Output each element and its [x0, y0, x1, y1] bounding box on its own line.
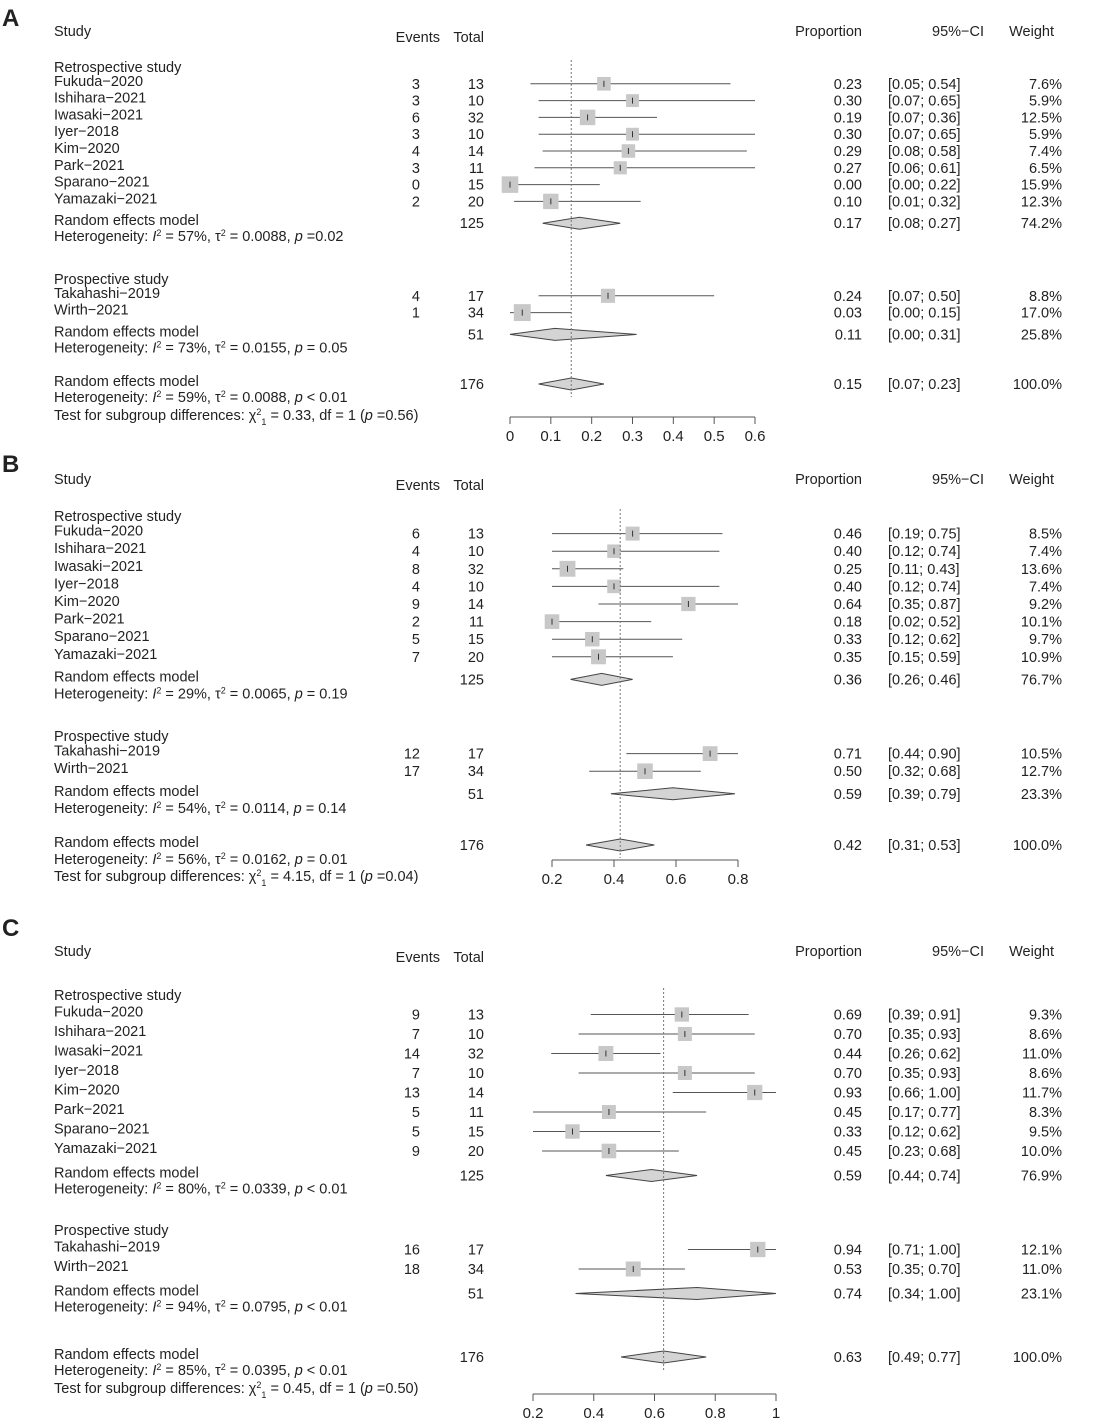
- subgroup-model-weight: 76.9%: [1020, 1168, 1062, 1185]
- study-weight: 8.3%: [1028, 1105, 1062, 1121]
- study-name: Park−2021: [54, 611, 125, 628]
- study-total: 20: [467, 194, 484, 211]
- study-weight: 15.9%: [1020, 177, 1062, 194]
- study-ci: [0.06; 0.61]: [888, 160, 961, 177]
- study-name: Wirth−2021: [54, 761, 129, 778]
- subgroup-model-ci: [0.26; 0.46]: [888, 672, 961, 689]
- study-weight: 7.4%: [1028, 544, 1062, 561]
- study-name: Fukuda−2020: [54, 523, 144, 540]
- header-study: Study: [54, 24, 92, 40]
- study-total: 11: [468, 614, 484, 631]
- study-proportion: 0.23: [833, 76, 862, 93]
- study-ci: [0.35; 0.93]: [888, 1066, 961, 1082]
- panel-letter: A: [2, 5, 20, 32]
- study-proportion: 0.33: [833, 1124, 862, 1141]
- study-name: Fukuda−2020: [54, 73, 144, 90]
- study-weight: 5.9%: [1028, 127, 1062, 144]
- study-proportion: 0.03: [833, 305, 862, 322]
- header-total: Total: [453, 478, 484, 494]
- study-events: 9: [411, 1007, 420, 1024]
- forest-plot-panel-c: [0, 910, 1115, 1422]
- subgroup-model-weight: 74.2%: [1020, 216, 1062, 233]
- subgroup-heterogeneity: Heterogeneity: $I^2 = 94\%$, $\tau^2 = 0.0795$, p < 0.01: [54, 1298, 348, 1316]
- study-proportion: 0.27: [833, 160, 862, 177]
- x-axis-tick-label: 0.4: [662, 428, 684, 445]
- subgroup-model-total: 125: [459, 672, 484, 689]
- study-ci: [0.02; 0.52]: [888, 614, 961, 631]
- header-total: Total: [453, 950, 484, 966]
- x-axis-tick-label: 0: [505, 428, 515, 445]
- study-total: 10: [467, 544, 484, 561]
- panel-letter: B: [2, 451, 20, 478]
- study-total: 10: [467, 93, 484, 110]
- study-name: Park−2021: [54, 1102, 125, 1118]
- study-ci: [0.12; 0.74]: [888, 579, 961, 596]
- study-weight: 11.0%: [1021, 1046, 1062, 1063]
- study-weight: 8.6%: [1028, 1027, 1062, 1043]
- subgroup-test: Test for subgroup differences: $\chi^2_1 = 0.45$, df = 1 (p =0.50): [54, 1380, 419, 1400]
- study-name: Sparano−2021: [54, 629, 150, 646]
- study-weight: 7.4%: [1028, 144, 1062, 160]
- study-ci: [0.12; 0.62]: [888, 632, 961, 649]
- study-total: 20: [467, 1144, 484, 1160]
- study-total: 10: [467, 1027, 484, 1043]
- study-proportion: 0.33: [833, 632, 862, 649]
- subgroup-model-proportion: 0.59: [833, 1168, 862, 1185]
- study-ci: [0.05; 0.54]: [888, 76, 961, 93]
- overall-heterogeneity: Heterogeneity: $I^2 = 56\%$, $\tau^2 = 0.0162$, p = 0.01: [54, 851, 348, 868]
- study-name: Fukuda−2020: [54, 1004, 144, 1021]
- subgroup-label: Prospective study: [54, 1223, 169, 1239]
- study-name: Wirth−2021: [54, 1259, 129, 1275]
- study-proportion: 0.64: [833, 597, 862, 613]
- panel-letter: C: [2, 915, 20, 942]
- study-weight: 7.6%: [1028, 76, 1062, 93]
- study-total: 15: [467, 177, 484, 194]
- overall-model-weight: 100.0%: [1012, 1350, 1062, 1366]
- study-proportion: 0.25: [833, 561, 862, 578]
- study-ci: [0.35; 0.70]: [888, 1262, 961, 1278]
- study-proportion: 0.40: [833, 544, 862, 561]
- study-weight: 12.1%: [1020, 1242, 1062, 1259]
- study-total: 17: [467, 288, 484, 305]
- study-proportion: 0.46: [833, 526, 862, 543]
- subgroup-model-proportion: 0.11: [834, 327, 862, 344]
- subgroup-model-label: Random effects model: [54, 1165, 199, 1182]
- overall-model-weight: 100.0%: [1012, 377, 1062, 393]
- study-events: 4: [411, 579, 420, 596]
- study-proportion: 0.70: [833, 1066, 862, 1082]
- study-events: 3: [411, 160, 420, 177]
- overall-heterogeneity: Heterogeneity: $I^2 = 85\%$, $\tau^2 = 0.0395$, p < 0.01: [54, 1362, 348, 1379]
- subgroup-label: Prospective study: [54, 729, 169, 745]
- study-proportion: 0.10: [833, 194, 862, 211]
- study-total: 32: [467, 561, 484, 578]
- study-proportion: 0.45: [833, 1144, 862, 1160]
- study-proportion: 0.93: [833, 1085, 862, 1102]
- study-name: Ishihara−2021: [54, 1024, 147, 1040]
- x-axis-tick-label: 0.3: [622, 428, 643, 445]
- study-ci: [0.07; 0.36]: [888, 110, 961, 127]
- study-weight: 6.5%: [1028, 160, 1062, 177]
- subgroup-model-total: 125: [459, 216, 484, 233]
- overall-model-label: Random effects model: [54, 835, 199, 851]
- subgroup-heterogeneity: Heterogeneity: $I^2 = 73\%$, $\tau^2 = 0.0155$, p = 0.05: [54, 339, 348, 357]
- subgroup-model-total: 125: [459, 1168, 484, 1185]
- study-proportion: 0.40: [833, 579, 862, 596]
- overall-model-total: 176: [459, 838, 484, 854]
- overall-model-label: Random effects model: [54, 374, 199, 390]
- overall-model-ci: [0.49; 0.77]: [888, 1350, 961, 1366]
- study-events: 6: [411, 526, 420, 543]
- study-proportion: 0.44: [833, 1046, 862, 1063]
- study-ci: [0.00; 0.15]: [888, 305, 961, 322]
- study-name: Iyer−2018: [54, 1063, 119, 1079]
- x-axis-tick-label: 0.2: [581, 428, 603, 445]
- study-name: Wirth−2021: [54, 302, 129, 319]
- study-total: 10: [467, 1066, 484, 1082]
- study-name: Kim−2020: [54, 141, 120, 157]
- forest-plot-panel-a: [0, 0, 1115, 446]
- study-events: 5: [411, 1124, 420, 1141]
- study-proportion: 0.70: [833, 1027, 862, 1043]
- x-axis-tick-label: 0.1: [540, 428, 562, 445]
- study-weight: 9.7%: [1028, 632, 1062, 649]
- study-events: 13: [403, 1085, 420, 1102]
- study-ci: [0.12; 0.74]: [888, 544, 961, 561]
- study-events: 17: [403, 764, 420, 781]
- study-events: 0: [411, 177, 420, 194]
- study-events: 3: [411, 127, 420, 144]
- header-ci: 95%−CI: [932, 944, 984, 960]
- study-total: 15: [467, 632, 484, 649]
- study-events: 14: [403, 1046, 420, 1063]
- study-events: 4: [411, 544, 420, 561]
- x-axis-tick-label: 0.2: [541, 871, 563, 888]
- subgroup-model-diamond: [576, 1288, 776, 1300]
- study-total: 17: [467, 1242, 484, 1259]
- study-name: Yamazaki−2021: [54, 191, 158, 208]
- header-study: Study: [54, 472, 92, 488]
- header-weight: Weight: [1009, 944, 1054, 960]
- study-total: 13: [467, 526, 484, 543]
- study-name: Iwasaki−2021: [54, 1043, 144, 1060]
- study-events: 18: [403, 1262, 420, 1278]
- study-proportion: 0.29: [833, 144, 862, 160]
- study-name: Kim−2020: [54, 594, 120, 610]
- study-ci: [0.71; 1.00]: [888, 1242, 961, 1259]
- study-total: 32: [467, 110, 484, 127]
- x-axis-tick-label: 0.6: [644, 1405, 665, 1422]
- subgroup-heterogeneity: Heterogeneity: $I^2 = 80\%$, $\tau^2 = 0.0339$, p < 0.01: [54, 1180, 348, 1198]
- study-proportion: 0.94: [833, 1242, 862, 1259]
- study-events: 7: [411, 1027, 420, 1043]
- subgroup-model-diamond: [510, 328, 637, 340]
- study-ci: [0.07; 0.65]: [888, 127, 961, 144]
- header-proportion: Proportion: [795, 24, 862, 40]
- study-proportion: 0.50: [833, 764, 862, 781]
- study-total: 34: [467, 305, 484, 322]
- study-name: Iyer−2018: [54, 124, 119, 141]
- subgroup-model-ci: [0.39; 0.79]: [888, 786, 961, 803]
- subgroup-model-proportion: 0.59: [833, 786, 862, 803]
- subgroup-model-proportion: 0.17: [833, 216, 862, 233]
- study-total: 32: [467, 1046, 484, 1063]
- study-total: 13: [467, 1007, 484, 1024]
- study-name: Kim−2020: [54, 1082, 120, 1099]
- x-axis-tick-label: 0.6: [665, 871, 687, 888]
- subgroup-model-ci: [0.44; 0.74]: [888, 1168, 961, 1185]
- subgroup-model-weight: 23.1%: [1020, 1286, 1062, 1303]
- study-ci: [0.26; 0.62]: [888, 1046, 961, 1063]
- header-proportion: Proportion: [795, 472, 862, 488]
- study-weight: 5.9%: [1028, 93, 1062, 110]
- forest-plot-panel-b: [0, 446, 1115, 910]
- subgroup-label: Retrospective study: [54, 60, 182, 76]
- subgroup-model-diamond: [543, 217, 621, 229]
- study-name: Takahashi−2019: [54, 1239, 161, 1256]
- subgroup-model-label: Random effects model: [54, 213, 199, 230]
- study-weight: 10.0%: [1020, 1144, 1062, 1160]
- study-proportion: 0.18: [833, 614, 862, 631]
- study-proportion: 0.24: [833, 288, 862, 305]
- study-proportion: 0.69: [833, 1007, 862, 1024]
- overall-model-total: 176: [459, 377, 484, 393]
- study-total: 14: [467, 597, 484, 613]
- study-ci: [0.35; 0.87]: [888, 597, 961, 613]
- study-name: Iwasaki−2021: [54, 558, 144, 575]
- subgroup-model-proportion: 0.74: [833, 1286, 862, 1303]
- study-events: 2: [411, 614, 420, 631]
- subgroup-model-weight: 23.3%: [1020, 786, 1062, 803]
- study-ci: [0.23; 0.68]: [888, 1144, 961, 1160]
- subgroup-model-label: Random effects model: [54, 324, 199, 341]
- study-total: 15: [467, 1124, 484, 1141]
- study-ci: [0.07; 0.50]: [888, 288, 961, 305]
- study-events: 16: [403, 1242, 420, 1259]
- study-total: 17: [467, 746, 484, 763]
- study-weight: 11.0%: [1021, 1262, 1062, 1278]
- study-total: 14: [467, 1085, 484, 1102]
- study-weight: 8.6%: [1028, 1066, 1062, 1082]
- study-weight: 12.5%: [1020, 110, 1062, 127]
- study-total: 34: [467, 764, 484, 781]
- study-events: 7: [411, 649, 420, 666]
- overall-model-ci: [0.07; 0.23]: [888, 377, 961, 393]
- x-axis-tick-label: 0.2: [522, 1405, 544, 1422]
- study-proportion: 0.30: [833, 93, 862, 110]
- study-events: 5: [411, 1105, 420, 1121]
- study-ci: [0.15; 0.59]: [888, 649, 961, 666]
- study-events: 7: [411, 1066, 420, 1082]
- study-ci: [0.01; 0.32]: [888, 194, 961, 211]
- subgroup-model-ci: [0.00; 0.31]: [888, 327, 961, 344]
- subgroup-test: Test for subgroup differences: $\chi^2_1 = 4.15$, df = 1 (p =0.04): [54, 868, 419, 888]
- study-events: 5: [411, 632, 420, 649]
- header-study: Study: [54, 944, 92, 960]
- overall-model-total: 176: [459, 1350, 484, 1366]
- subgroup-model-diamond: [606, 1170, 697, 1182]
- study-weight: 12.3%: [1020, 194, 1062, 211]
- study-events: 4: [411, 144, 420, 160]
- overall-model-proportion: 0.15: [833, 377, 862, 393]
- study-weight: 9.2%: [1028, 597, 1062, 613]
- study-proportion: 0.71: [833, 746, 862, 763]
- study-proportion: 0.35: [833, 649, 862, 666]
- study-name: Iwasaki−2021: [54, 107, 144, 124]
- study-name: Takahashi−2019: [54, 743, 161, 760]
- study-proportion: 0.45: [833, 1105, 862, 1121]
- study-proportion: 0.53: [833, 1262, 862, 1278]
- x-axis-tick-label: 1: [771, 1405, 781, 1422]
- study-events: 9: [411, 1144, 420, 1160]
- study-weight: 10.9%: [1020, 649, 1062, 666]
- study-ci: [0.11; 0.43]: [888, 561, 960, 578]
- study-name: Sparano−2021: [54, 1121, 150, 1138]
- x-axis-tick-label: 0.5: [703, 428, 725, 445]
- subgroup-model-ci: [0.34; 1.00]: [888, 1286, 961, 1303]
- study-weight: 17.0%: [1020, 305, 1062, 322]
- subgroup-model-ci: [0.08; 0.27]: [888, 216, 961, 233]
- subgroup-model-label: Random effects model: [54, 669, 199, 686]
- subgroup-test: Test for subgroup differences: $\chi^2_1 = 0.33$, df = 1 (p =0.56): [54, 407, 419, 427]
- study-total: 13: [467, 76, 484, 93]
- study-ci: [0.35; 0.93]: [888, 1027, 961, 1043]
- study-weight: 9.5%: [1028, 1124, 1062, 1141]
- subgroup-label: Prospective study: [54, 272, 169, 288]
- subgroup-model-diamond: [611, 788, 735, 800]
- study-weight: 9.3%: [1028, 1007, 1062, 1024]
- study-total: 34: [467, 1262, 484, 1278]
- header-ci: 95%−CI: [932, 24, 984, 40]
- overall-model-ci: [0.31; 0.53]: [888, 838, 961, 854]
- study-ci: [0.44; 0.90]: [888, 746, 961, 763]
- study-ci: [0.39; 0.91]: [888, 1007, 961, 1024]
- study-weight: 10.1%: [1020, 614, 1062, 631]
- subgroup-label: Retrospective study: [54, 509, 182, 525]
- study-weight: 7.4%: [1028, 579, 1062, 596]
- study-total: 10: [467, 579, 484, 596]
- subgroup-model-proportion: 0.36: [833, 672, 862, 689]
- study-ci: [0.07; 0.65]: [888, 93, 961, 110]
- study-ci: [0.32; 0.68]: [888, 764, 961, 781]
- study-name: Yamazaki−2021: [54, 646, 158, 663]
- header-proportion: Proportion: [795, 944, 862, 960]
- subgroup-model-diamond: [571, 673, 633, 685]
- study-weight: 8.8%: [1028, 288, 1062, 305]
- x-axis-tick-label: 0.6: [744, 428, 766, 445]
- subgroup-model-total: 51: [467, 327, 484, 344]
- study-events: 4: [411, 288, 420, 305]
- x-axis-tick-label: 0.4: [583, 1405, 605, 1422]
- header-weight: Weight: [1009, 24, 1054, 40]
- study-proportion: 0.30: [833, 127, 862, 144]
- study-total: 11: [468, 160, 484, 177]
- study-ci: [0.19; 0.75]: [888, 526, 961, 543]
- study-name: Sparano−2021: [54, 174, 150, 191]
- study-weight: 10.5%: [1020, 746, 1062, 763]
- study-proportion: 0.19: [833, 110, 862, 127]
- header-events: Events: [395, 478, 440, 494]
- study-name: Takahashi−2019: [54, 285, 161, 302]
- study-events: 6: [411, 110, 420, 127]
- subgroup-model-label: Random effects model: [54, 783, 199, 800]
- subgroup-model-weight: 76.7%: [1020, 672, 1062, 689]
- overall-model-proportion: 0.63: [833, 1350, 862, 1366]
- x-axis-tick-label: 0.4: [603, 871, 625, 888]
- overall-heterogeneity: Heterogeneity: $I^2 = 59\%$, $\tau^2 = 0.0088$, p < 0.01: [54, 389, 348, 406]
- study-events: 1: [411, 305, 420, 322]
- study-events: 2: [411, 194, 420, 211]
- study-events: 3: [411, 76, 420, 93]
- header-ci: 95%−CI: [932, 472, 984, 488]
- x-axis-tick-label: 0.8: [704, 1405, 726, 1422]
- study-total: 11: [468, 1105, 484, 1121]
- study-name: Park−2021: [54, 157, 125, 174]
- study-total: 14: [467, 144, 484, 160]
- overall-model-label: Random effects model: [54, 1347, 199, 1363]
- study-name: Yamazaki−2021: [54, 1141, 158, 1157]
- subgroup-model-total: 51: [467, 1286, 484, 1303]
- study-name: Ishihara−2021: [54, 90, 147, 107]
- study-weight: 11.7%: [1021, 1085, 1062, 1102]
- study-name: Iyer−2018: [54, 576, 119, 593]
- header-weight: Weight: [1009, 472, 1054, 488]
- header-events: Events: [395, 30, 440, 46]
- study-weight: 8.5%: [1028, 526, 1062, 543]
- study-proportion: 0.00: [833, 177, 862, 194]
- subgroup-label: Retrospective study: [54, 988, 182, 1004]
- study-ci: [0.12; 0.62]: [888, 1124, 961, 1141]
- study-name: Ishihara−2021: [54, 541, 147, 558]
- study-events: 9: [411, 597, 420, 613]
- x-axis-tick-label: 0.8: [727, 871, 749, 888]
- header-events: Events: [395, 950, 440, 966]
- study-events: 12: [403, 746, 420, 763]
- overall-model-proportion: 0.42: [833, 838, 862, 854]
- study-weight: 12.7%: [1020, 764, 1062, 781]
- study-total: 20: [467, 649, 484, 666]
- overall-model-weight: 100.0%: [1012, 838, 1062, 854]
- study-events: 8: [411, 561, 420, 578]
- subgroup-model-weight: 25.8%: [1020, 327, 1062, 344]
- subgroup-heterogeneity: Heterogeneity: $I^2 = 29\%$, $\tau^2 = 0.0065$, p = 0.19: [54, 685, 348, 703]
- subgroup-heterogeneity: Heterogeneity: $I^2 = 57\%$, $\tau^2 = 0.0088$, p =0.02: [54, 228, 344, 246]
- study-total: 10: [467, 127, 484, 144]
- study-ci: [0.00; 0.22]: [888, 177, 961, 194]
- subgroup-model-label: Random effects model: [54, 1283, 199, 1300]
- subgroup-model-total: 51: [467, 786, 484, 803]
- study-ci: [0.66; 1.00]: [888, 1085, 961, 1102]
- study-ci: [0.17; 0.77]: [888, 1105, 961, 1121]
- study-weight: 13.6%: [1020, 561, 1062, 578]
- subgroup-heterogeneity: Heterogeneity: $I^2 = 54\%$, $\tau^2 = 0.0114$, p = 0.14: [54, 799, 347, 817]
- study-events: 3: [411, 93, 420, 110]
- header-total: Total: [453, 30, 484, 46]
- study-ci: [0.08; 0.58]: [888, 144, 961, 160]
